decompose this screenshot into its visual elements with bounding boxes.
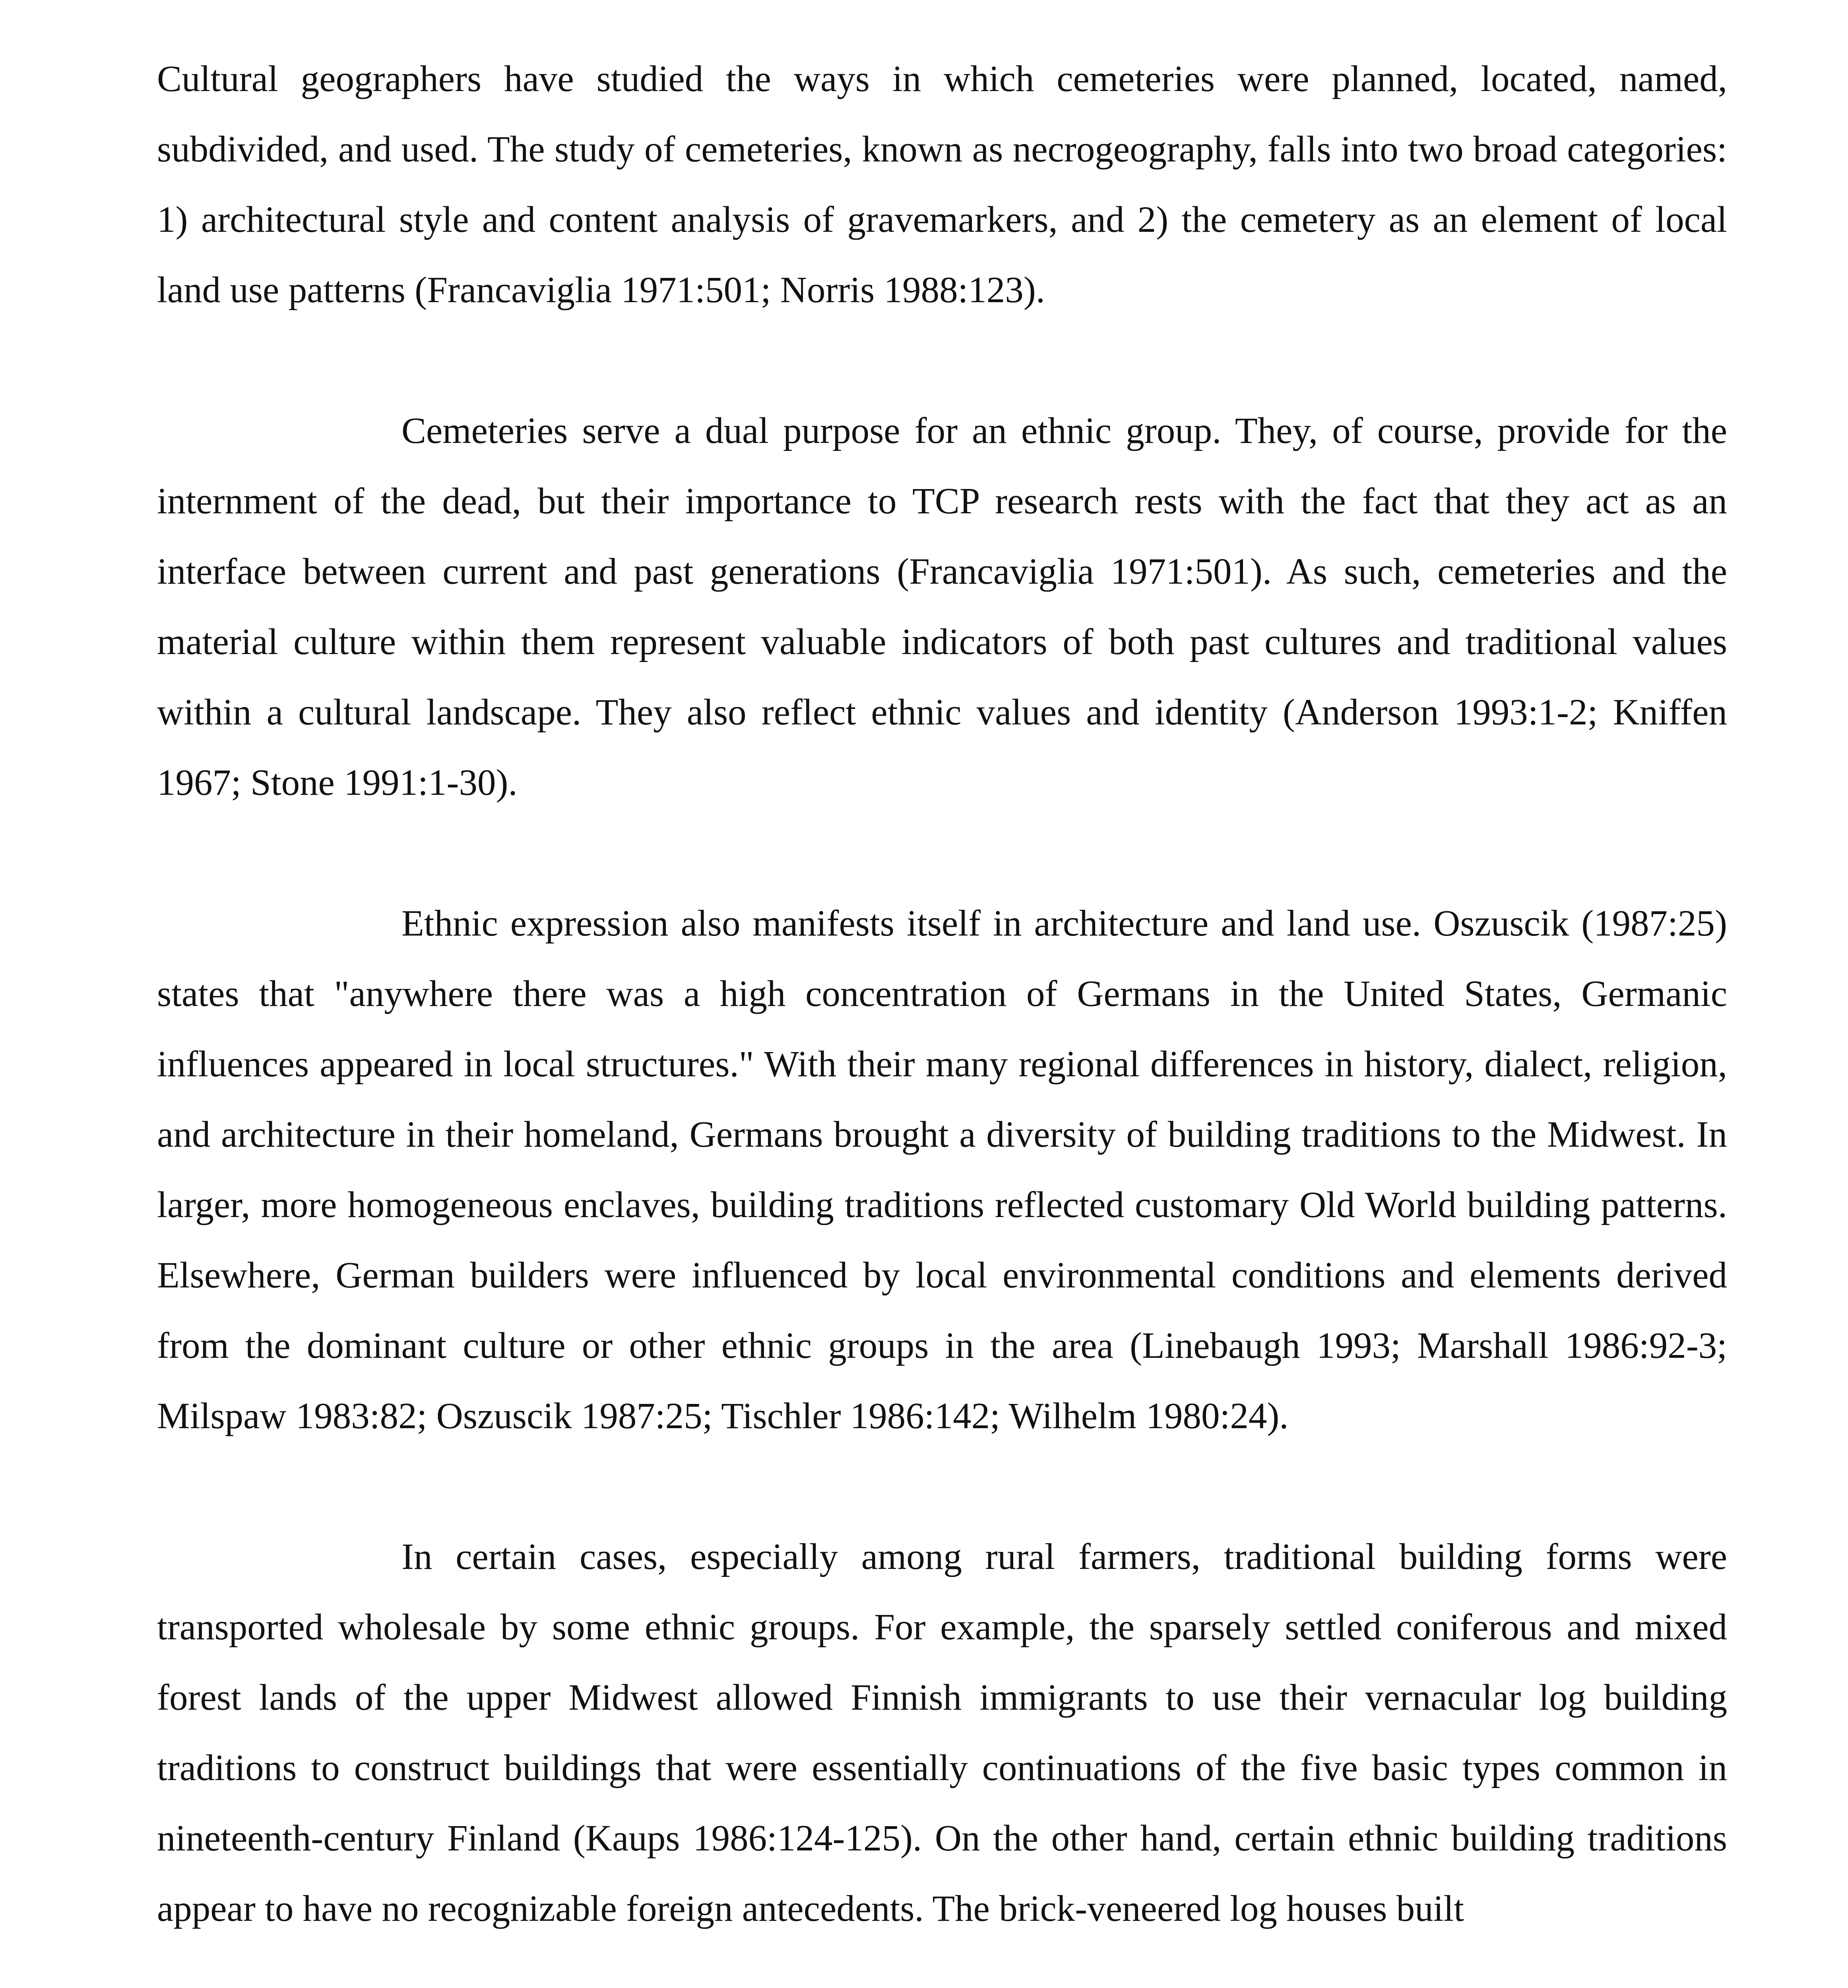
paragraph-gap xyxy=(157,818,1727,888)
paragraph-building-forms: In certain cases, especially among rural farmers, traditional building forms were transported wholesale by some ethnic groups. For example, the sparsely settled coniferous and mixed forest lands of the upper Midwest allowed Finnish immigrants to use their vernacular log building traditions to construct buildings that were essentially continuations of the five basic types common in nineteenth-century Finland (Kaups 1986:124-125). On the other hand, certain ethnic building traditions appear to have no recognizable foreign antecedents. The brick-veneered log houses built xyxy=(157,1536,1727,1929)
document-body xyxy=(157,44,1727,1944)
paragraph-gap xyxy=(157,325,1727,396)
paragraph-ethnic-expression: Ethnic expression also manifests itself in architecture and land use. Oszuscik (1987:25) states that "anywhere there was a high concentration of Germans in the United States, Germanic influences appeared in local structures." With their many regional differences in history, dialect, religion, and architecture in their homeland, Germans brought a diversity of building traditions to the Midwest. In larger, more homogeneous enclaves, building traditions reflected customary Old World building patterns. Elsewhere, German builders were influenced by local environmental conditions and elements derived from the dominant culture or other ethnic groups in the area (Linebaugh 1993; Marshall 1986:92-3; Milspaw 1983:82; Oszuscik 1987:25; Tischler 1986:142; Wilhelm 1980:24). xyxy=(157,903,1727,1437)
paragraph-cemeteries: Cemeteries serve a dual purpose for an ethnic group. They, of course, provide for the internment of the dead, but their importance to TCP research rests with the fact that they act as an interface between current and past generations (Francaviglia 1971:501). As such, cemeteries and the material culture within them represent valuable indicators of both past cultures and traditional values within a cultural landscape. They also reflect ethnic values and identity (Anderson 1993:1-2; Kniffen 1967; Stone 1991:1-30). xyxy=(157,410,1727,803)
paragraph-gap xyxy=(157,1451,1727,1522)
paragraph-necrogeography: Cultural geographers have studied the ways in which cemeteries were planned, located, named, subdivided, and used. The study of cemeteries, known as necrogeography, falls into two broad categories: 1) architectural style and content analysis of gravemarkers, and 2) the cemetery as an element of local land use patterns (Francaviglia 1971:501; Norris 1988:123). xyxy=(157,58,1727,311)
